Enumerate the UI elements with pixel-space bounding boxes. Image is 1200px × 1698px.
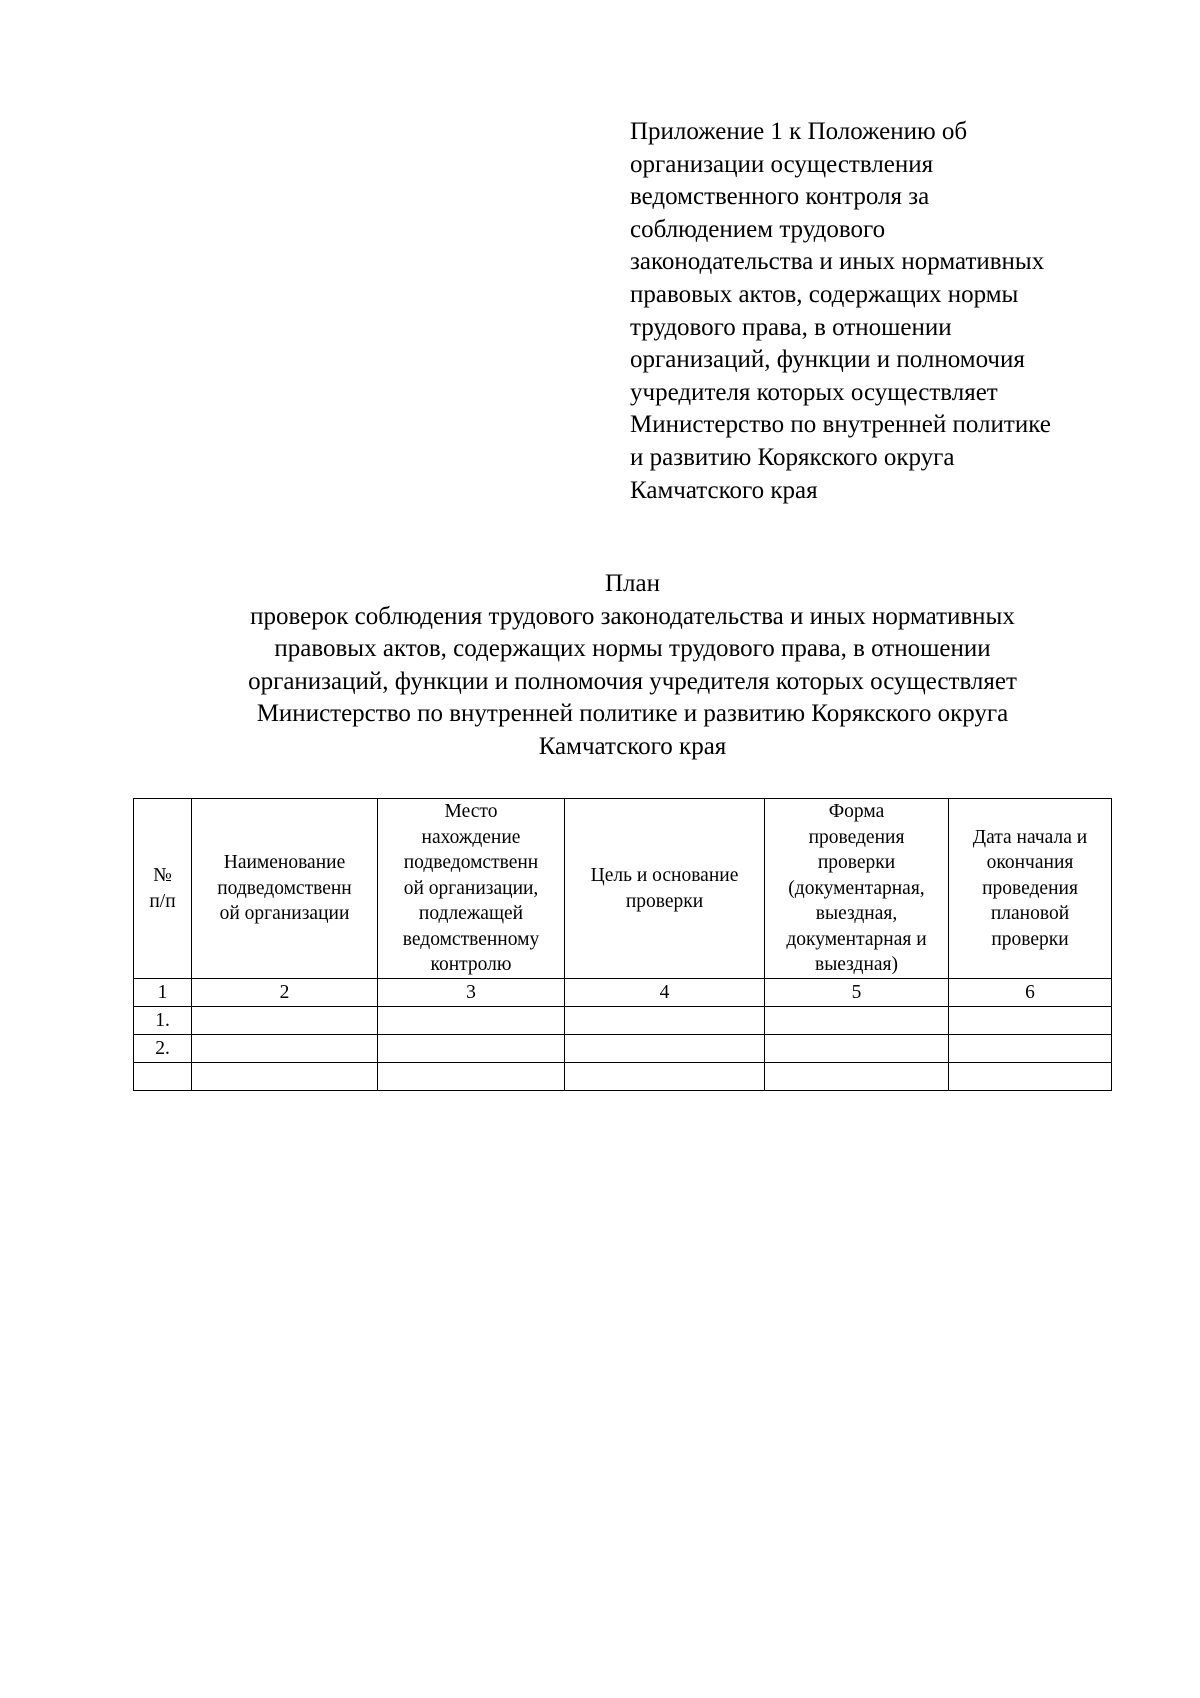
column-number-cell: 6	[949, 979, 1112, 1007]
document-title	[100, 568, 1165, 764]
column-number-cell: 1	[134, 979, 192, 1007]
inspection-plan-table	[133, 798, 1112, 1091]
appendix-line: законодательства и иных нормативных	[630, 248, 1045, 276]
table-cell	[378, 1063, 565, 1091]
appendix-line: Приложение 1 к Положению об	[630, 118, 968, 145]
table-cell	[565, 1035, 765, 1063]
title-line: проверок соблюдения трудового законодательства и иных нормативных	[250, 602, 1015, 630]
header-cell-location: Место нахождение подведомственн ой организации, подлежащей ведомственному контролю	[378, 799, 565, 979]
column-number-cell: 2	[192, 979, 378, 1007]
title-line: Камчатского края	[538, 732, 727, 760]
table-cell: 1.	[134, 1007, 192, 1035]
appendix-line: Министерство по внутренней политике	[630, 411, 1051, 439]
title-heading: План	[604, 570, 660, 597]
header-cell-dates: Дата начала и окончания проведения плановой проверки	[949, 799, 1112, 979]
table-cell	[134, 1063, 192, 1091]
header-cell-organization-name: Наименование подведомственн ой организации	[192, 799, 378, 979]
table-cell	[565, 1007, 765, 1035]
column-number-cell: 5	[765, 979, 949, 1007]
appendix-line: учредителя которых осуществляет	[630, 378, 998, 406]
header-cell-number: № п/п	[134, 799, 192, 979]
table-cell	[949, 1063, 1112, 1091]
table-cell	[192, 1007, 378, 1035]
table-cell	[192, 1035, 378, 1063]
table-cell	[378, 1035, 565, 1063]
table-cell	[949, 1007, 1112, 1035]
table-cell	[949, 1035, 1112, 1063]
title-line: Министерство по внутренней политике и развитию Корякского округа	[256, 700, 1009, 728]
table-header-row	[134, 799, 1112, 979]
table-cell	[765, 1035, 949, 1063]
table-cell	[378, 1007, 565, 1035]
table-cell	[565, 1063, 765, 1091]
column-number-row	[134, 979, 1112, 1007]
table-cell	[765, 1007, 949, 1035]
header-cell-inspection-form: Форма проведения проверки (документарная, выездная, документарная и выездная)	[765, 799, 949, 979]
appendix-line: ведомственного контроля за	[630, 183, 930, 211]
appendix-line: трудового права, в отношении	[630, 313, 952, 341]
title-line: организаций, функции и полномочия учредителя которых осуществляет	[248, 667, 1017, 695]
column-number-cell: 3	[378, 979, 565, 1007]
appendix-line: организации осуществления	[630, 150, 934, 178]
table-cell: 2.	[134, 1035, 192, 1063]
column-number-cell: 4	[565, 979, 765, 1007]
appendix-line: Камчатского края	[630, 476, 818, 504]
table-row	[134, 1063, 1112, 1091]
appendix-line: соблюдением трудового	[630, 215, 886, 243]
appendix-line: и развитию Корякского округа	[630, 443, 955, 471]
table-cell	[192, 1063, 378, 1091]
table-row	[134, 1035, 1112, 1063]
table-row	[134, 1007, 1112, 1035]
appendix-line: организаций, функции и полномочия	[630, 346, 1025, 374]
title-line: правовых актов, содержащих нормы трудового права, в отношении	[274, 635, 991, 663]
appendix-note	[630, 116, 1130, 507]
header-cell-purpose: Цель и основание проверки	[565, 799, 765, 979]
table-cell	[765, 1063, 949, 1091]
appendix-line: правовых актов, содержащих нормы	[630, 280, 1019, 308]
